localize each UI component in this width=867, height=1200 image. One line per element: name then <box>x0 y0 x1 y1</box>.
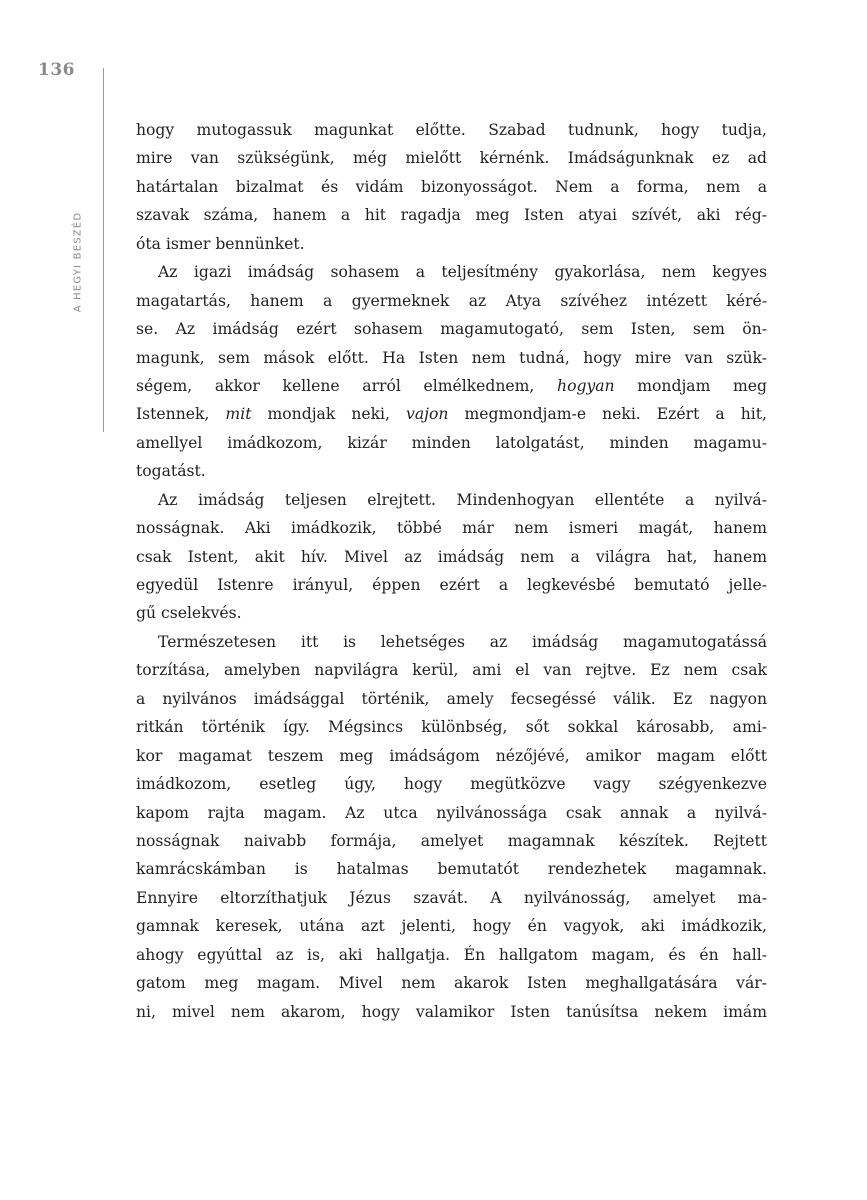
text-segment: határtalan bizalmat és vidám bizonyosságot. Nem a forma, nem a <box>136 177 767 196</box>
text-segment: gű cselekvés. <box>136 604 242 623</box>
text-segment: magunk, sem mások előtt. Ha Isten nem tudná, hogy mire van szük- <box>136 348 767 367</box>
text-segment: kapom rajta magam. Az utca nyilvánossága csak annak a nyilvá- <box>136 803 767 822</box>
text-segment: nosságnak. Aki imádkozik, többé már nem ismeri magát, hanem <box>136 519 767 538</box>
text-segment: Az igazi imádság sohasem a teljesítmény gyakorlása, nem kegyes <box>158 263 767 282</box>
text-segment: se. Az imádság ezért sohasem magamutogató, sem Isten, sem ön- <box>136 320 767 339</box>
text-line <box>136 457 767 485</box>
text-segment: nosságnak naivabb formája, amelyet magamnak készítek. Rejtett <box>136 831 767 850</box>
text-segment: amellyel imádkozom, kizár minden latolgatást, minden magamu- <box>136 433 767 452</box>
text-line <box>136 742 767 770</box>
text-segment: mire van szükségünk, még mielőtt kérnénk. Imádságunknak ez ad <box>136 149 767 168</box>
text-line <box>136 799 767 827</box>
page-number: 136 <box>38 60 75 80</box>
text-segment: togatást. <box>136 462 206 481</box>
text-line <box>136 173 767 201</box>
text-line <box>136 827 767 855</box>
text-segment: a nyilvános imádsággal történik, amely fecsegéssé válik. Ez nagyon <box>136 689 767 708</box>
text-line <box>136 713 767 741</box>
text-line <box>136 685 767 713</box>
text-line <box>136 201 767 229</box>
margin-rule <box>103 68 104 432</box>
text-segment: egyedül Istenre irányul, éppen ezért a legkevésbé bemutató jelle- <box>136 576 767 594</box>
text-segment: imádkozom, esetleg úgy, hogy megütközve vagy szégyenkezve <box>136 775 767 794</box>
text-line <box>136 287 767 315</box>
text-line <box>136 941 767 969</box>
text-line <box>136 372 767 400</box>
text-segment: szavak száma, hanem a hit ragadja meg Isten atyai szívét, aki rég- <box>136 206 767 225</box>
text-segment: Természetesen itt is lehetséges az imádság magamutogatássá <box>158 632 767 651</box>
text-line <box>136 315 767 343</box>
text-segment: magatartás, hanem a gyermeknek az Atya szívéhez intézett kéré- <box>136 291 767 310</box>
text-line <box>136 514 767 542</box>
text-segment: mondjam meg <box>614 376 767 395</box>
italic-text: mit <box>225 405 252 424</box>
text-segment: kor magamat teszem meg imádságom nézőjévé, amikor magam előtt <box>136 746 767 765</box>
text-line <box>136 543 767 571</box>
text-segment: ni, mivel nem akarom, hogy valamikor Isten tanúsítsa nekem imám <box>136 1002 767 1021</box>
text-segment: Istennek, <box>136 405 226 424</box>
text-line <box>136 400 767 428</box>
running-head: A HEGYI BESZÉD <box>72 211 84 313</box>
text-line <box>136 344 767 372</box>
text-segment: gamnak keresek, utána azt jelenti, hogy én vagyok, aki imádkozik, <box>136 917 767 936</box>
text-segment: mondjak neki, <box>251 405 407 424</box>
body-text <box>136 116 767 1026</box>
text-line <box>136 429 767 457</box>
text-line <box>136 230 767 258</box>
text-line <box>136 855 767 883</box>
text-segment: óta ismer bennünket. <box>136 234 305 253</box>
text-line <box>136 998 767 1026</box>
text-segment: csak Istent, akit hív. Mivel az imádság nem a világra hat, hanem <box>136 547 767 566</box>
text-line <box>136 884 767 912</box>
text-segment: torzítása, amelyben napvilágra kerül, ami el van rejtve. Ez nem csak <box>136 661 767 680</box>
text-line <box>136 969 767 997</box>
text-segment: kamrácskámban is hatalmas bemutatót rendezhetek magamnak. <box>136 860 767 879</box>
text-line <box>136 116 767 144</box>
italic-text: hogyan <box>557 376 615 395</box>
text-line <box>136 486 767 514</box>
text-segment: hogy mutogassuk magunkat előtte. Szabad tudnunk, hogy tudja, <box>136 121 767 139</box>
text-line <box>136 770 767 798</box>
text-segment: gatom meg magam. Mivel nem akarok Isten meghallgatására vár- <box>136 974 767 993</box>
text-line <box>136 144 767 172</box>
text-line <box>136 258 767 286</box>
text-segment: megmondjam-e neki. Ezért a hit, <box>448 405 767 424</box>
text-line <box>136 912 767 940</box>
text-line <box>136 599 767 627</box>
text-line <box>136 628 767 656</box>
italic-text: vajon <box>406 405 449 424</box>
text-segment: ritkán történik így. Mégsincs különbség, sőt sokkal károsabb, ami- <box>136 718 767 737</box>
text-line <box>136 571 767 599</box>
text-line <box>136 656 767 684</box>
text-segment: ségem, akkor kellene arról elmélkednem, <box>136 376 558 395</box>
text-segment: Ennyire eltorzíthatjuk Jézus szavát. A nyilvánosság, amelyet ma- <box>136 888 767 907</box>
text-segment: Az imádság teljesen elrejtett. Mindenhogyan ellentéte a nyilvá- <box>158 490 767 509</box>
text-segment: ahogy egyúttal az is, aki hallgatja. Én hallgatom magam, és én hall- <box>136 945 767 964</box>
